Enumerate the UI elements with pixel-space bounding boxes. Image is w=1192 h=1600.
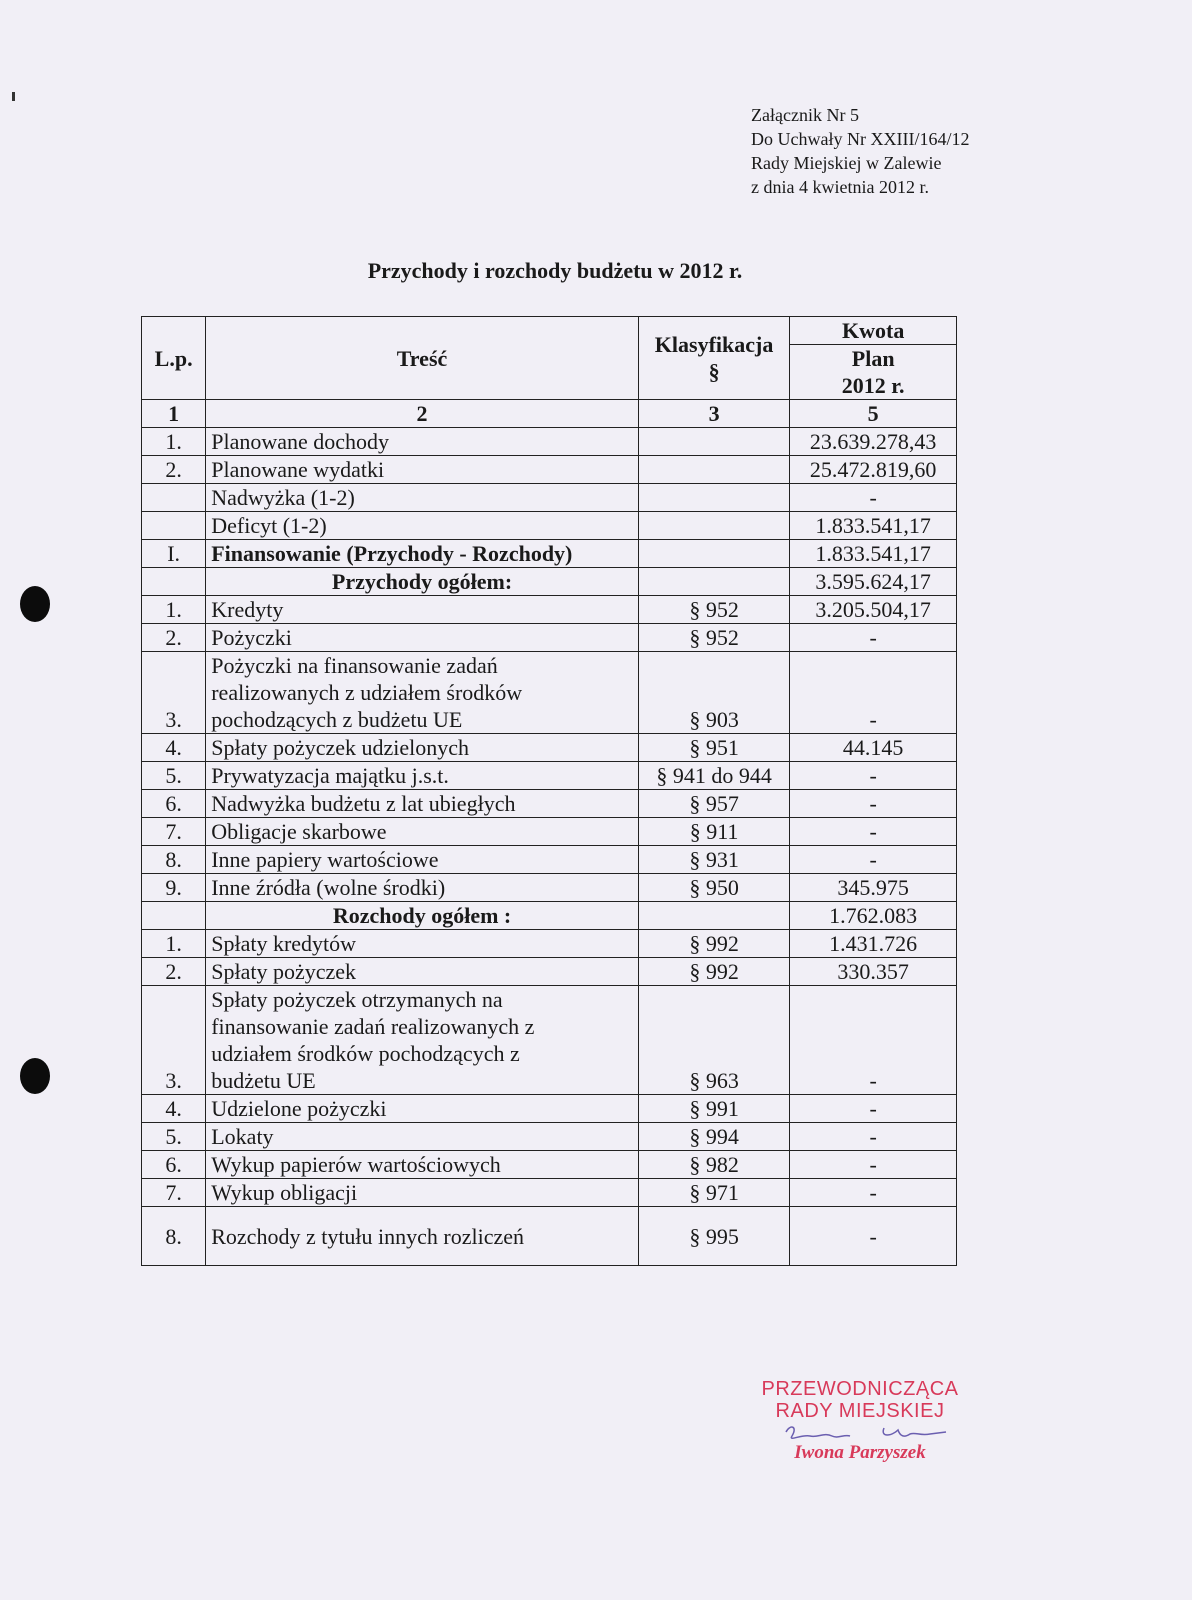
cell-kwota: 44.145 bbox=[790, 734, 957, 762]
cell-lp: 9. bbox=[142, 874, 206, 902]
cell-lp: 4. bbox=[142, 734, 206, 762]
cell-lp: 2. bbox=[142, 958, 206, 986]
header-tresc: Treść bbox=[206, 317, 639, 400]
cell-kwota: 1.431.726 bbox=[790, 930, 957, 958]
cell-lp: I. bbox=[142, 540, 206, 568]
table-row bbox=[142, 1095, 957, 1123]
cell-klasyfikacja: § 971 bbox=[638, 1179, 790, 1207]
table-row bbox=[142, 428, 957, 456]
document-title: Przychody i rozchody budżetu w 2012 r. bbox=[367, 258, 743, 283]
cell-lp bbox=[142, 568, 206, 596]
table-row bbox=[142, 540, 957, 568]
cell-tresc: Spłaty pożyczek bbox=[206, 958, 639, 986]
cell-tresc: Deficyt (1-2) bbox=[206, 512, 639, 540]
attachment-note-line: Do Uchwały Nr XXIII/164/12 bbox=[751, 129, 970, 149]
stamp-name: Iwona Parzyszek bbox=[794, 1442, 926, 1463]
scan-speck bbox=[12, 92, 15, 101]
cell-klasyfikacja: § 931 bbox=[638, 846, 790, 874]
cell-klasyfikacja: § 992 bbox=[638, 958, 790, 986]
cell-lp: 1. bbox=[142, 428, 206, 456]
cell-kwota: - bbox=[790, 1207, 957, 1266]
attachment-note-line: Załącznik Nr 5 bbox=[751, 105, 859, 125]
cell-kwota: 3.205.504,17 bbox=[790, 596, 957, 624]
cell-tresc: Wykup papierów wartościowych bbox=[206, 1151, 639, 1179]
cell-klasyfikacja bbox=[638, 540, 790, 568]
cell-klasyfikacja: § 992 bbox=[638, 930, 790, 958]
punch-hole-top bbox=[20, 586, 50, 622]
cell-klasyfikacja: § 982 bbox=[638, 1151, 790, 1179]
cell-lp: 8. bbox=[142, 846, 206, 874]
cell-tresc: Prywatyzacja majątku j.s.t. bbox=[206, 762, 639, 790]
header-plan-line: Plan bbox=[851, 346, 895, 371]
cell-tresc: Spłaty pożyczek udzielonych bbox=[206, 734, 639, 762]
table-row bbox=[142, 818, 957, 846]
table-row bbox=[142, 652, 957, 734]
cell-tresc-line: pochodzących z budżetu UE bbox=[211, 707, 463, 732]
cell-klasyfikacja: § 952 bbox=[638, 624, 790, 652]
cell-kwota: - bbox=[790, 1151, 957, 1179]
cell-tresc: Planowane wydatki bbox=[206, 456, 639, 484]
cell-tresc: Obligacje skarbowe bbox=[206, 818, 639, 846]
cell-tresc-line: finansowanie zadań realizowanych z bbox=[211, 1014, 535, 1039]
cell-lp bbox=[142, 512, 206, 540]
column-number: 1 bbox=[142, 400, 206, 428]
attachment-note-line: Rady Miejskiej w Zalewie bbox=[751, 153, 942, 173]
cell-klasyfikacja bbox=[638, 568, 790, 596]
cell-lp: 5. bbox=[142, 762, 206, 790]
cell-klasyfikacja: § 991 bbox=[638, 1095, 790, 1123]
punch-hole-bottom bbox=[20, 1058, 50, 1094]
table-row bbox=[142, 484, 957, 512]
cell-kwota: - bbox=[790, 1179, 957, 1207]
cell-lp bbox=[142, 484, 206, 512]
cell-tresc-line: udziałem środków pochodzących z bbox=[211, 1041, 520, 1066]
cell-tresc: Pożyczki bbox=[206, 624, 639, 652]
cell-kwota: 3.595.624,17 bbox=[790, 568, 957, 596]
table-row bbox=[142, 456, 957, 484]
cell-kwota: 345.975 bbox=[790, 874, 957, 902]
table-row bbox=[142, 1123, 957, 1151]
cell-lp: 7. bbox=[142, 818, 206, 846]
cell-tresc: Przychody ogółem: bbox=[206, 568, 639, 596]
header-plan-year: 2012 r. bbox=[841, 373, 905, 398]
header-lp: L.p. bbox=[142, 317, 206, 400]
attachment-note bbox=[751, 103, 969, 199]
cell-tresc bbox=[206, 652, 639, 734]
cell-kwota: - bbox=[790, 1123, 957, 1151]
cell-klasyfikacja bbox=[638, 428, 790, 456]
column-number: 3 bbox=[638, 400, 790, 428]
cell-lp bbox=[142, 902, 206, 930]
column-number: 5 bbox=[790, 400, 957, 428]
cell-tresc: Kredyty bbox=[206, 596, 639, 624]
cell-tresc: Rozchody ogółem : bbox=[206, 902, 639, 930]
cell-tresc-line: Pożyczki na finansowanie zadań bbox=[211, 653, 498, 678]
cell-klasyfikacja bbox=[638, 512, 790, 540]
header-klasyfikacja bbox=[638, 317, 790, 400]
cell-kwota: 1.762.083 bbox=[790, 902, 957, 930]
cell-klasyfikacja: § 952 bbox=[638, 596, 790, 624]
cell-lp: 2. bbox=[142, 456, 206, 484]
cell-klasyfikacja: § 950 bbox=[638, 874, 790, 902]
table-row bbox=[142, 958, 957, 986]
cell-kwota: - bbox=[790, 846, 957, 874]
table-row bbox=[142, 930, 957, 958]
cell-klasyfikacja bbox=[638, 902, 790, 930]
cell-lp: 6. bbox=[142, 790, 206, 818]
stamp-subtitle: RADY MIEJSKIEJ bbox=[775, 1400, 945, 1422]
cell-kwota: - bbox=[790, 1095, 957, 1123]
budget-table bbox=[141, 316, 957, 1266]
cell-klasyfikacja: § 994 bbox=[638, 1123, 790, 1151]
cell-tresc: Spłaty kredytów bbox=[206, 930, 639, 958]
cell-kwota: 1.833.541,17 bbox=[790, 540, 957, 568]
table-row bbox=[142, 734, 957, 762]
cell-tresc: Udzielone pożyczki bbox=[206, 1095, 639, 1123]
cell-lp: 7. bbox=[142, 1179, 206, 1207]
cell-kwota: - bbox=[790, 986, 957, 1095]
cell-tresc: Finansowanie (Przychody - Rozchody) bbox=[206, 540, 639, 568]
cell-tresc: Inne źródła (wolne środki) bbox=[206, 874, 639, 902]
cell-lp: 3. bbox=[142, 652, 206, 734]
table-row bbox=[142, 874, 957, 902]
cell-lp: 1. bbox=[142, 596, 206, 624]
header-klasyfikacja-symbol: § bbox=[708, 359, 720, 384]
column-number-row bbox=[142, 400, 957, 428]
cell-tresc-line: realizowanych z udziałem środków bbox=[211, 680, 523, 705]
header-klasyfikacja-line: Klasyfikacja bbox=[654, 332, 774, 357]
header-plan bbox=[790, 345, 957, 400]
cell-klasyfikacja: § 957 bbox=[638, 790, 790, 818]
cell-tresc-line: Spłaty pożyczek otrzymanych na bbox=[211, 987, 503, 1012]
table-row bbox=[142, 568, 957, 596]
cell-kwota: 25.472.819,60 bbox=[790, 456, 957, 484]
cell-klasyfikacja: § 963 bbox=[638, 986, 790, 1095]
table-row bbox=[142, 1151, 957, 1179]
cell-kwota: - bbox=[790, 484, 957, 512]
cell-lp: 1. bbox=[142, 930, 206, 958]
cell-klasyfikacja: § 995 bbox=[638, 1207, 790, 1266]
cell-lp: 6. bbox=[142, 1151, 206, 1179]
cell-kwota: 330.357 bbox=[790, 958, 957, 986]
attachment-note-line: z dnia 4 kwietnia 2012 r. bbox=[751, 177, 929, 197]
cell-tresc: Nadwyżka (1-2) bbox=[206, 484, 639, 512]
cell-tresc: Lokaty bbox=[206, 1123, 639, 1151]
table-row bbox=[142, 846, 957, 874]
cell-klasyfikacja: § 941 do 944 bbox=[638, 762, 790, 790]
cell-tresc: Inne papiery wartościowe bbox=[206, 846, 639, 874]
cell-klasyfikacja bbox=[638, 456, 790, 484]
cell-klasyfikacja: § 903 bbox=[638, 652, 790, 734]
cell-tresc bbox=[206, 986, 639, 1095]
cell-lp: 2. bbox=[142, 624, 206, 652]
cell-lp: 3. bbox=[142, 986, 206, 1095]
header-kwota: Kwota bbox=[790, 317, 957, 345]
table-row bbox=[142, 902, 957, 930]
cell-tresc: Nadwyżka budżetu z lat ubiegłych bbox=[206, 790, 639, 818]
cell-klasyfikacja: § 911 bbox=[638, 818, 790, 846]
cell-klasyfikacja bbox=[638, 484, 790, 512]
table-row bbox=[142, 624, 957, 652]
cell-tresc: Wykup obligacji bbox=[206, 1179, 639, 1207]
table-row bbox=[142, 790, 957, 818]
cell-lp: 8. bbox=[142, 1207, 206, 1266]
cell-kwota: - bbox=[790, 790, 957, 818]
table-row bbox=[142, 1207, 957, 1266]
cell-kwota: - bbox=[790, 624, 957, 652]
cell-lp: 4. bbox=[142, 1095, 206, 1123]
table-row bbox=[142, 512, 957, 540]
table-row bbox=[142, 596, 957, 624]
table-row bbox=[142, 986, 957, 1095]
stamp-title: PRZEWODNICZĄCA bbox=[761, 1378, 959, 1400]
cell-tresc-line: budżetu UE bbox=[211, 1068, 316, 1093]
table-row bbox=[142, 1179, 957, 1207]
cell-kwota: 23.639.278,43 bbox=[790, 428, 957, 456]
column-number: 2 bbox=[206, 400, 639, 428]
cell-kwota: - bbox=[790, 652, 957, 734]
cell-kwota: - bbox=[790, 818, 957, 846]
table-body bbox=[142, 400, 957, 1266]
cell-klasyfikacja: § 951 bbox=[638, 734, 790, 762]
table-row bbox=[142, 762, 957, 790]
cell-kwota: - bbox=[790, 762, 957, 790]
official-stamp bbox=[740, 1378, 980, 1464]
cell-kwota: 1.833.541,17 bbox=[790, 512, 957, 540]
cell-lp: 5. bbox=[142, 1123, 206, 1151]
cell-tresc: Planowane dochody bbox=[206, 428, 639, 456]
cell-tresc: Rozchody z tytułu innych rozliczeń bbox=[206, 1207, 639, 1266]
